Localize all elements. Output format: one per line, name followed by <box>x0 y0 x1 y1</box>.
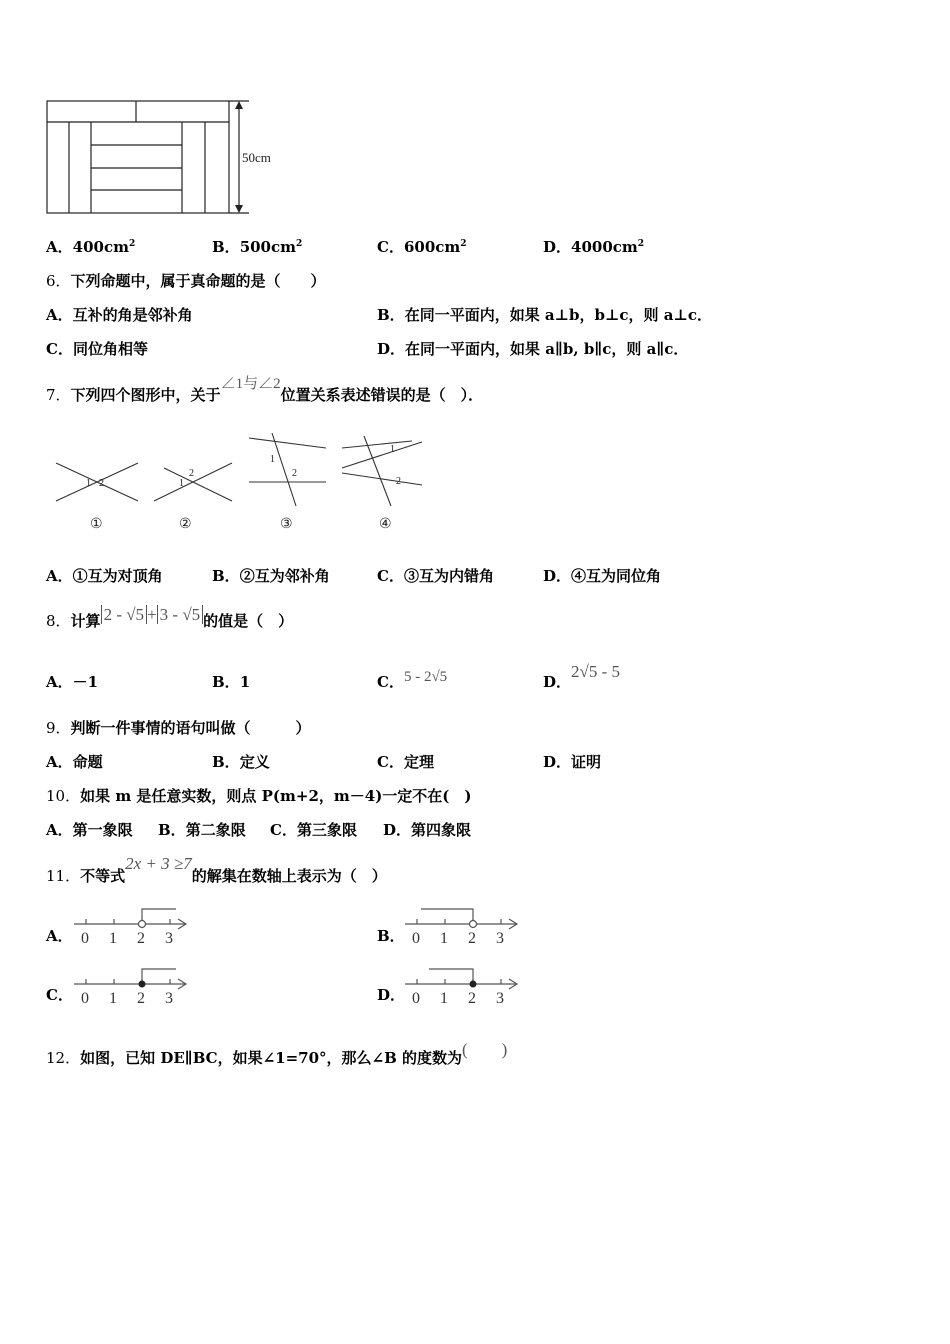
q8-option-d[interactable]: D．2√5 - 5 <box>543 662 621 691</box>
q11-option-a-label[interactable]: A． <box>46 927 73 945</box>
q8-stem: 8．计算 2 - √5 + 3 - √5 的值是（ ） <box>46 605 294 630</box>
inequality-expression: 2x + 3 ≥7 <box>125 854 192 873</box>
q8-option-a[interactable]: A．－1 <box>46 673 99 691</box>
tick-label: 0 <box>412 990 420 1007</box>
q9-stem: 9．判断一件事情的语句叫做（ ） <box>46 719 311 737</box>
q8-option-b[interactable]: B．1 <box>212 673 251 691</box>
q10-stem: 10．如果 m 是任意实数，则点 P(m+2，m－4)一定不在( ) <box>46 787 472 805</box>
angle-expression: ∠1与∠2 <box>220 376 281 392</box>
q11-option-b-numberline[interactable] <box>403 904 523 948</box>
angle-label-1: 1 <box>270 454 275 465</box>
q11-option-c-label[interactable]: C． <box>46 986 73 1004</box>
tick-label: 0 <box>81 930 89 947</box>
abs-value-expression-a: 2 - √5 <box>101 605 148 624</box>
q7-option-b[interactable]: B．②互为邻补角 <box>212 567 330 585</box>
tick-label: 3 <box>496 990 504 1007</box>
q7-option-d[interactable]: D．④互为同位角 <box>543 567 662 585</box>
open-endpoint <box>139 921 146 928</box>
tick-label: 1 <box>440 990 448 1007</box>
open-endpoint <box>470 921 477 928</box>
question-number: 11． <box>46 867 81 885</box>
tick-label: 2 <box>137 990 145 1007</box>
figure-label-2: ② <box>179 517 192 532</box>
question-number: 9． <box>46 719 71 737</box>
angle-label-2: 2 <box>396 476 401 487</box>
question-number: 6． <box>46 272 71 290</box>
q9-option-a[interactable]: A．命题 <box>46 753 103 771</box>
tick-label: 0 <box>81 990 89 1007</box>
q11-option-a-numberline[interactable] <box>72 904 192 948</box>
angle-label-2: 2 <box>292 468 297 479</box>
q7-stem: 7．下列四个图形中，关于∠1与∠2位置关系表述错误的是（ ）． <box>46 376 484 404</box>
closed-endpoint <box>139 981 146 988</box>
height-label: 50cm <box>242 150 271 165</box>
q10-option-d[interactable]: D．第四象限 <box>383 821 472 839</box>
tick-label: 0 <box>412 930 420 947</box>
q6-option-c[interactable]: C．同位角相等 <box>46 340 148 358</box>
q9-option-b[interactable]: B．定义 <box>212 753 270 771</box>
tick-label: 2 <box>468 930 476 947</box>
tick-label: 1 <box>109 990 117 1007</box>
closed-endpoint <box>470 981 477 988</box>
angle-label-1: 1 <box>86 478 91 489</box>
tick-label: 1 <box>440 930 448 947</box>
figure-label-4: ④ <box>379 517 392 532</box>
q5-option-d[interactable]: D．$4000cm^2$ <box>543 238 645 256</box>
q11-option-b-label[interactable]: B． <box>377 927 405 945</box>
angle-label-2: 2 <box>189 468 194 479</box>
question-number: 8． <box>46 612 71 630</box>
q11-option-c-numberline[interactable] <box>72 964 192 1008</box>
q7-option-a[interactable]: A．①互为对顶角 <box>46 567 163 585</box>
angle-label-2: 2 <box>99 478 104 489</box>
tick-label: 3 <box>165 990 173 1007</box>
q5-figure <box>44 98 284 220</box>
q10-option-c[interactable]: C．第三象限 <box>270 821 357 839</box>
q9-option-d[interactable]: D．证明 <box>543 753 602 771</box>
abs-value-expression-b: 3 - √5 <box>157 605 204 624</box>
answer-parentheses: ( ) <box>462 1040 508 1059</box>
q9-option-c[interactable]: C．定理 <box>377 753 434 771</box>
q6-option-d[interactable]: D．在同一平面内，如果 a∥b, b∥c，则 a∥c． <box>377 340 689 358</box>
tick-label: 2 <box>468 990 476 1007</box>
tick-label: 2 <box>137 930 145 947</box>
tick-label: 3 <box>165 930 173 947</box>
q5-option-b[interactable]: B．$500cm^2$ <box>212 238 303 256</box>
q10-option-a[interactable]: A．第一象限 <box>46 821 133 839</box>
tick-label: 3 <box>496 930 504 947</box>
q10-option-b[interactable]: B．第二象限 <box>158 821 246 839</box>
question-number: 12． <box>46 1049 81 1067</box>
q8-option-c[interactable]: C．5 - 2√5 <box>377 669 448 691</box>
tick-label: 1 <box>109 930 117 947</box>
question-number: 10． <box>46 787 81 805</box>
q6-stem: 6．下列命题中，属于真命题的是（ ） <box>46 272 326 290</box>
q7-option-c[interactable]: C．③互为内错角 <box>377 567 494 585</box>
angle-label-1: 1 <box>179 478 184 489</box>
q5-option-c[interactable]: C．$600cm^2$ <box>377 238 467 256</box>
q6-option-b[interactable]: B．在同一平面内，如果 a⊥b，b⊥c，则 a⊥c． <box>377 306 713 324</box>
figure-label-1: ① <box>90 517 103 532</box>
q7-figures <box>46 428 446 536</box>
q11-option-d-numberline[interactable] <box>403 964 523 1008</box>
q11-option-d-label[interactable]: D． <box>377 986 406 1004</box>
question-number: 7． <box>46 386 71 404</box>
q12-stem: 12．如图，已知 DE∥BC，如果∠1=70°，那么∠B 的度数为( ) <box>46 1040 508 1067</box>
figure-label-3: ③ <box>280 517 293 532</box>
q6-option-a[interactable]: A．互补的角是邻补角 <box>46 306 193 324</box>
q11-stem: 11．不等式2x + 3 ≥7的解集在数轴上表示为（ ） <box>46 854 387 885</box>
angle-label-1: 1 <box>390 444 395 455</box>
q5-option-a[interactable]: A．$400cm^2$ <box>46 238 136 256</box>
